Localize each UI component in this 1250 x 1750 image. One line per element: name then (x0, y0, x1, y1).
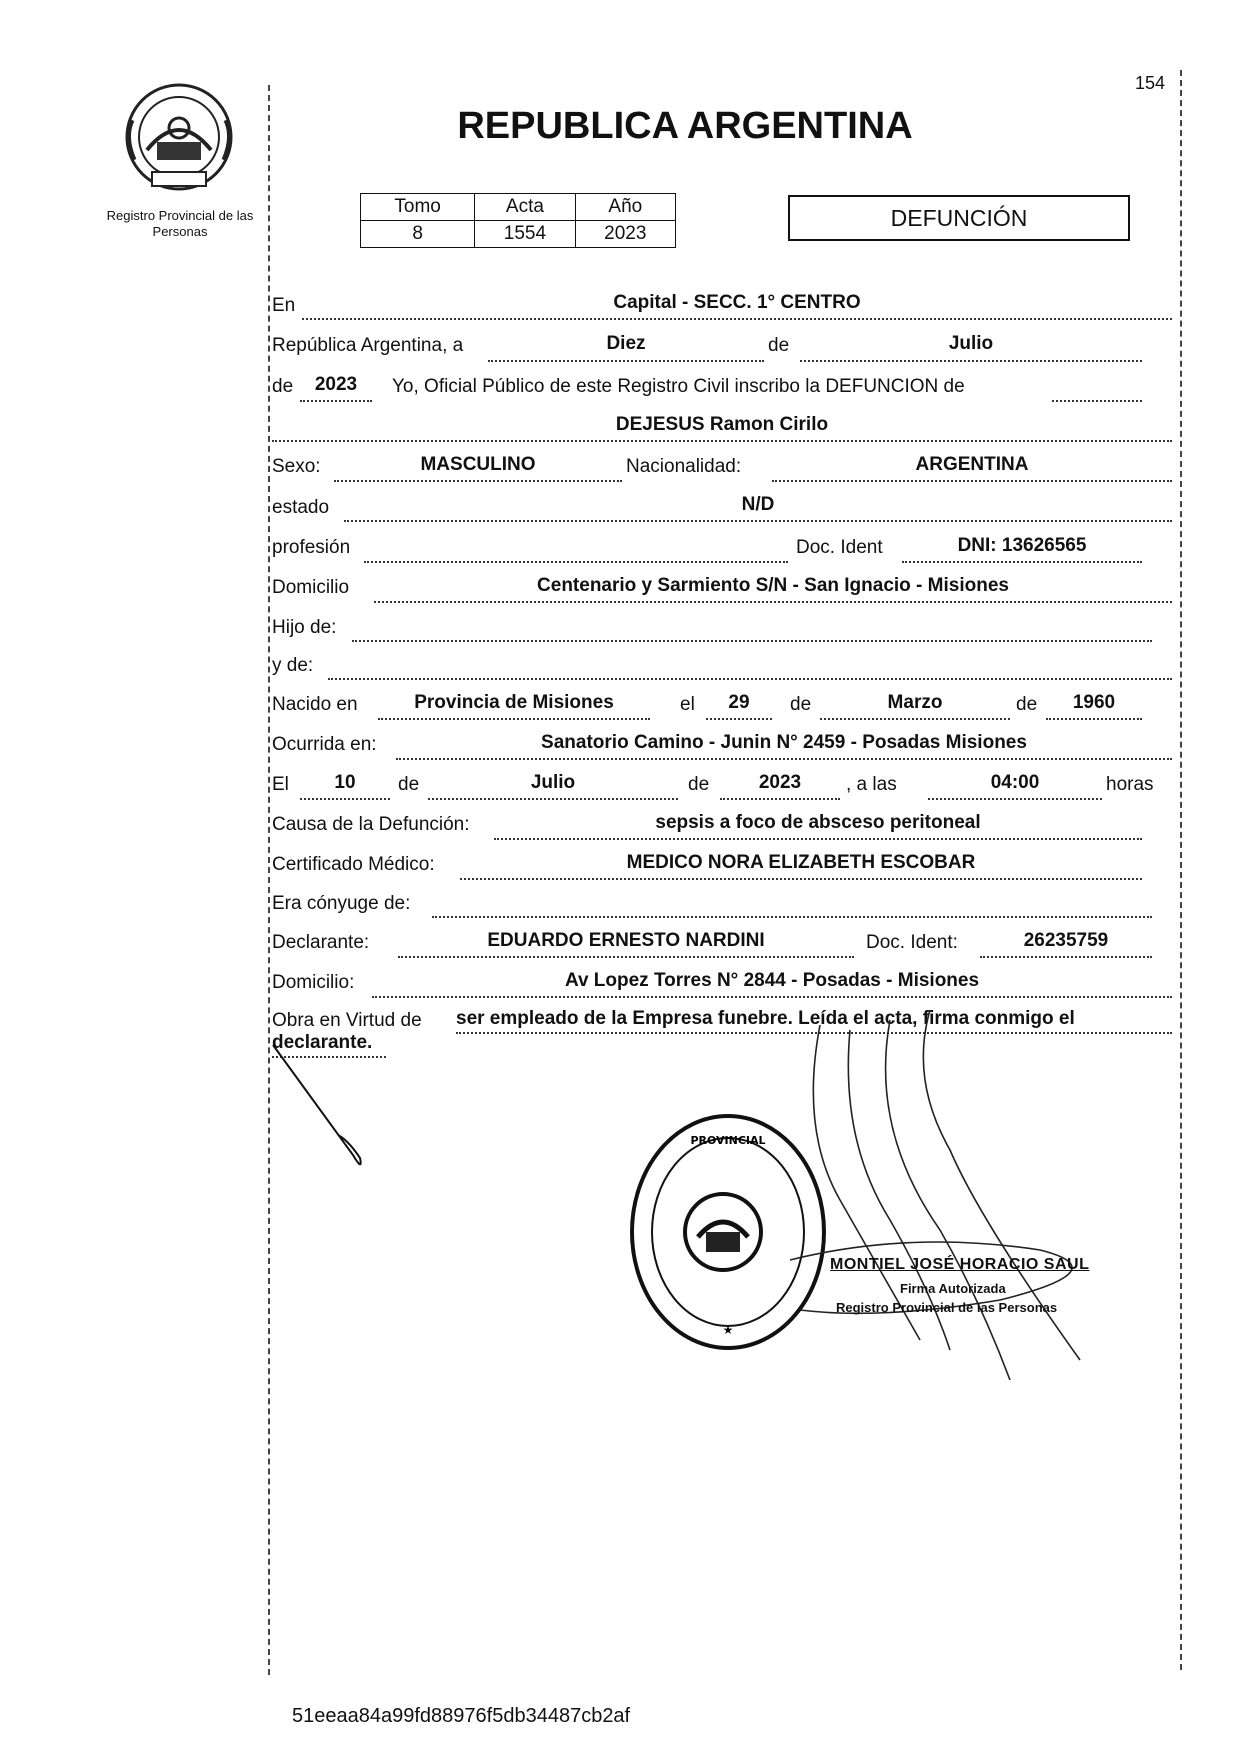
field-declarant-doc: 26235759 (1023, 930, 1109, 951)
label-de-year: de (272, 376, 294, 397)
dots (344, 520, 1172, 522)
label-el: el (680, 694, 695, 715)
record-type: DEFUNCIÓN (890, 204, 1028, 231)
field-sex: MASCULINO (420, 454, 536, 475)
label-hijo-de: Hijo de: (272, 617, 337, 638)
label-conyuge: Era cónyuge de: (272, 893, 411, 914)
dots (374, 601, 1172, 603)
field-year: 2023 (314, 374, 358, 395)
dots (720, 798, 840, 800)
label-de-death1: de (398, 774, 420, 795)
obra-text-line2: declarante. (272, 1032, 373, 1053)
label-ocurrida-en: Ocurrida en: (272, 734, 377, 755)
field-birth-day: 29 (728, 692, 750, 713)
field-day-words: Diez (606, 333, 646, 354)
field-doc-ident: DNI: 13626565 (957, 535, 1087, 556)
dots (328, 678, 1172, 680)
dots (272, 440, 1172, 442)
table-value-tomo: 8 (361, 221, 475, 248)
table-value-anio: 2023 (575, 221, 675, 248)
field-address: Centenario y Sarmiento S/N - San Ignacio - Misiones (537, 575, 1009, 596)
label-inscribo: Yo, Oficial Público de este Registro Civil inscribo la DEFUNCION de (392, 376, 965, 397)
label-el-death: El (272, 774, 289, 795)
dots (902, 561, 1142, 563)
field-declarant-address: Av Lopez Torres N° 2844 - Posadas - Misiones (564, 970, 980, 991)
dots (364, 561, 788, 563)
label-de-birth1: de (790, 694, 812, 715)
page-number: 154 (1135, 73, 1166, 93)
field-place: Capital - SECC. 1° CENTRO (613, 292, 861, 313)
dots (494, 838, 1142, 840)
dots (428, 798, 678, 800)
dots (302, 318, 1172, 320)
dots (488, 360, 764, 362)
label-profesion: profesión (272, 537, 351, 558)
seal-icon (122, 80, 237, 195)
label-doc-ident: Doc. Ident (796, 537, 883, 558)
label-domicilio-decl: Domicilio: (272, 972, 355, 993)
dots (396, 758, 1172, 760)
label-obra: Obra en Virtud de (272, 1010, 422, 1031)
dots (334, 480, 622, 482)
table-value-acta: 1554 (475, 221, 575, 248)
label-doc-ident-decl: Doc. Ident: (866, 932, 958, 953)
dots (928, 798, 1102, 800)
cancel-stroke (268, 1040, 378, 1180)
dots (980, 956, 1152, 958)
label-sexo: Sexo: (272, 456, 321, 477)
label-estado: estado (272, 497, 330, 518)
right-margin-line (1180, 70, 1182, 1670)
svg-text:★: ★ (722, 1323, 734, 1337)
dots (820, 718, 1010, 720)
registry-name: Registro Provincial de las Personas (106, 208, 254, 239)
page-title: REPUBLICA ARGENTINA (457, 105, 913, 147)
dots (372, 996, 1172, 998)
dots (398, 956, 854, 958)
field-death-year: 2023 (758, 772, 802, 793)
left-margin-line (268, 85, 270, 1675)
dots (1046, 718, 1142, 720)
label-horas: horas (1106, 774, 1154, 795)
label-domicilio: Domicilio (272, 577, 350, 598)
field-death-time: 04:00 (990, 772, 1040, 793)
label-causa: Causa de la Defunción: (272, 814, 470, 835)
record-type-box (788, 195, 1130, 241)
field-month: Julio (948, 333, 994, 354)
field-doctor: MEDICO NORA ELIZABETH ESCOBAR (626, 852, 976, 873)
official-registry: Registro Provincial de las Personas (836, 1300, 1058, 1315)
field-nationality: ARGENTINA (915, 454, 1029, 475)
dots (800, 360, 1142, 362)
dots (300, 400, 372, 402)
field-birth-month: Marzo (887, 692, 943, 713)
field-birth-year: 1960 (1072, 692, 1116, 713)
label-declarante: Declarante: (272, 932, 370, 953)
label-certificado: Certificado Médico: (272, 854, 435, 875)
field-declarant: EDUARDO ERNESTO NARDINI (487, 930, 765, 951)
svg-text:PROVINCIAL: PROVINCIAL (690, 1134, 766, 1147)
field-birth-place: Provincia de Misiones (414, 692, 614, 713)
field-death-day: 10 (334, 772, 356, 793)
dots (432, 916, 1152, 918)
field-death-place: Sanatorio Camino - Junin N° 2459 - Posadas Misiones (541, 732, 1027, 753)
label-nacionalidad: Nacionalidad: (626, 456, 742, 477)
document-hash: 51eeaa84a99fd88976f5db34487cb2af (292, 1705, 631, 1727)
official-name: MONTIEL JOSÉ HORACIO SAUL (830, 1256, 1090, 1273)
label-de-death2: de (688, 774, 710, 795)
official-role: Firma Autorizada (900, 1281, 1006, 1296)
label-de: de (768, 335, 790, 356)
dots (460, 878, 1142, 880)
label-y-de: y de: (272, 655, 314, 676)
dots (706, 718, 772, 720)
field-death-month: Julio (530, 772, 576, 793)
signature (780, 1010, 1140, 1390)
label-republica: República Argentina, a (272, 335, 464, 356)
field-cause: sepsis a foco de absceso peritoneal (655, 812, 981, 833)
dots (378, 718, 650, 720)
label-de-birth2: de (1016, 694, 1038, 715)
table-header-anio: Año (575, 194, 675, 221)
obra-text-line1: ser empleado de la Empresa funebre. Leída el acta, firma conmigo el (456, 1008, 1075, 1029)
field-deceased-name: DEJESUS Ramon Cirilo (615, 414, 829, 435)
dots (772, 480, 1172, 482)
table-header-acta: Acta (475, 194, 575, 221)
dots (300, 798, 390, 800)
field-civil-status: N/D (741, 494, 775, 515)
registry-logo (122, 80, 237, 195)
table-header-tomo: Tomo (361, 194, 475, 221)
label-en: En (272, 295, 296, 316)
label-a-las: , a las (846, 774, 897, 795)
record-table (360, 193, 676, 248)
dots (1052, 400, 1142, 402)
dots (352, 640, 1152, 642)
label-nacido-en: Nacido en (272, 694, 358, 715)
